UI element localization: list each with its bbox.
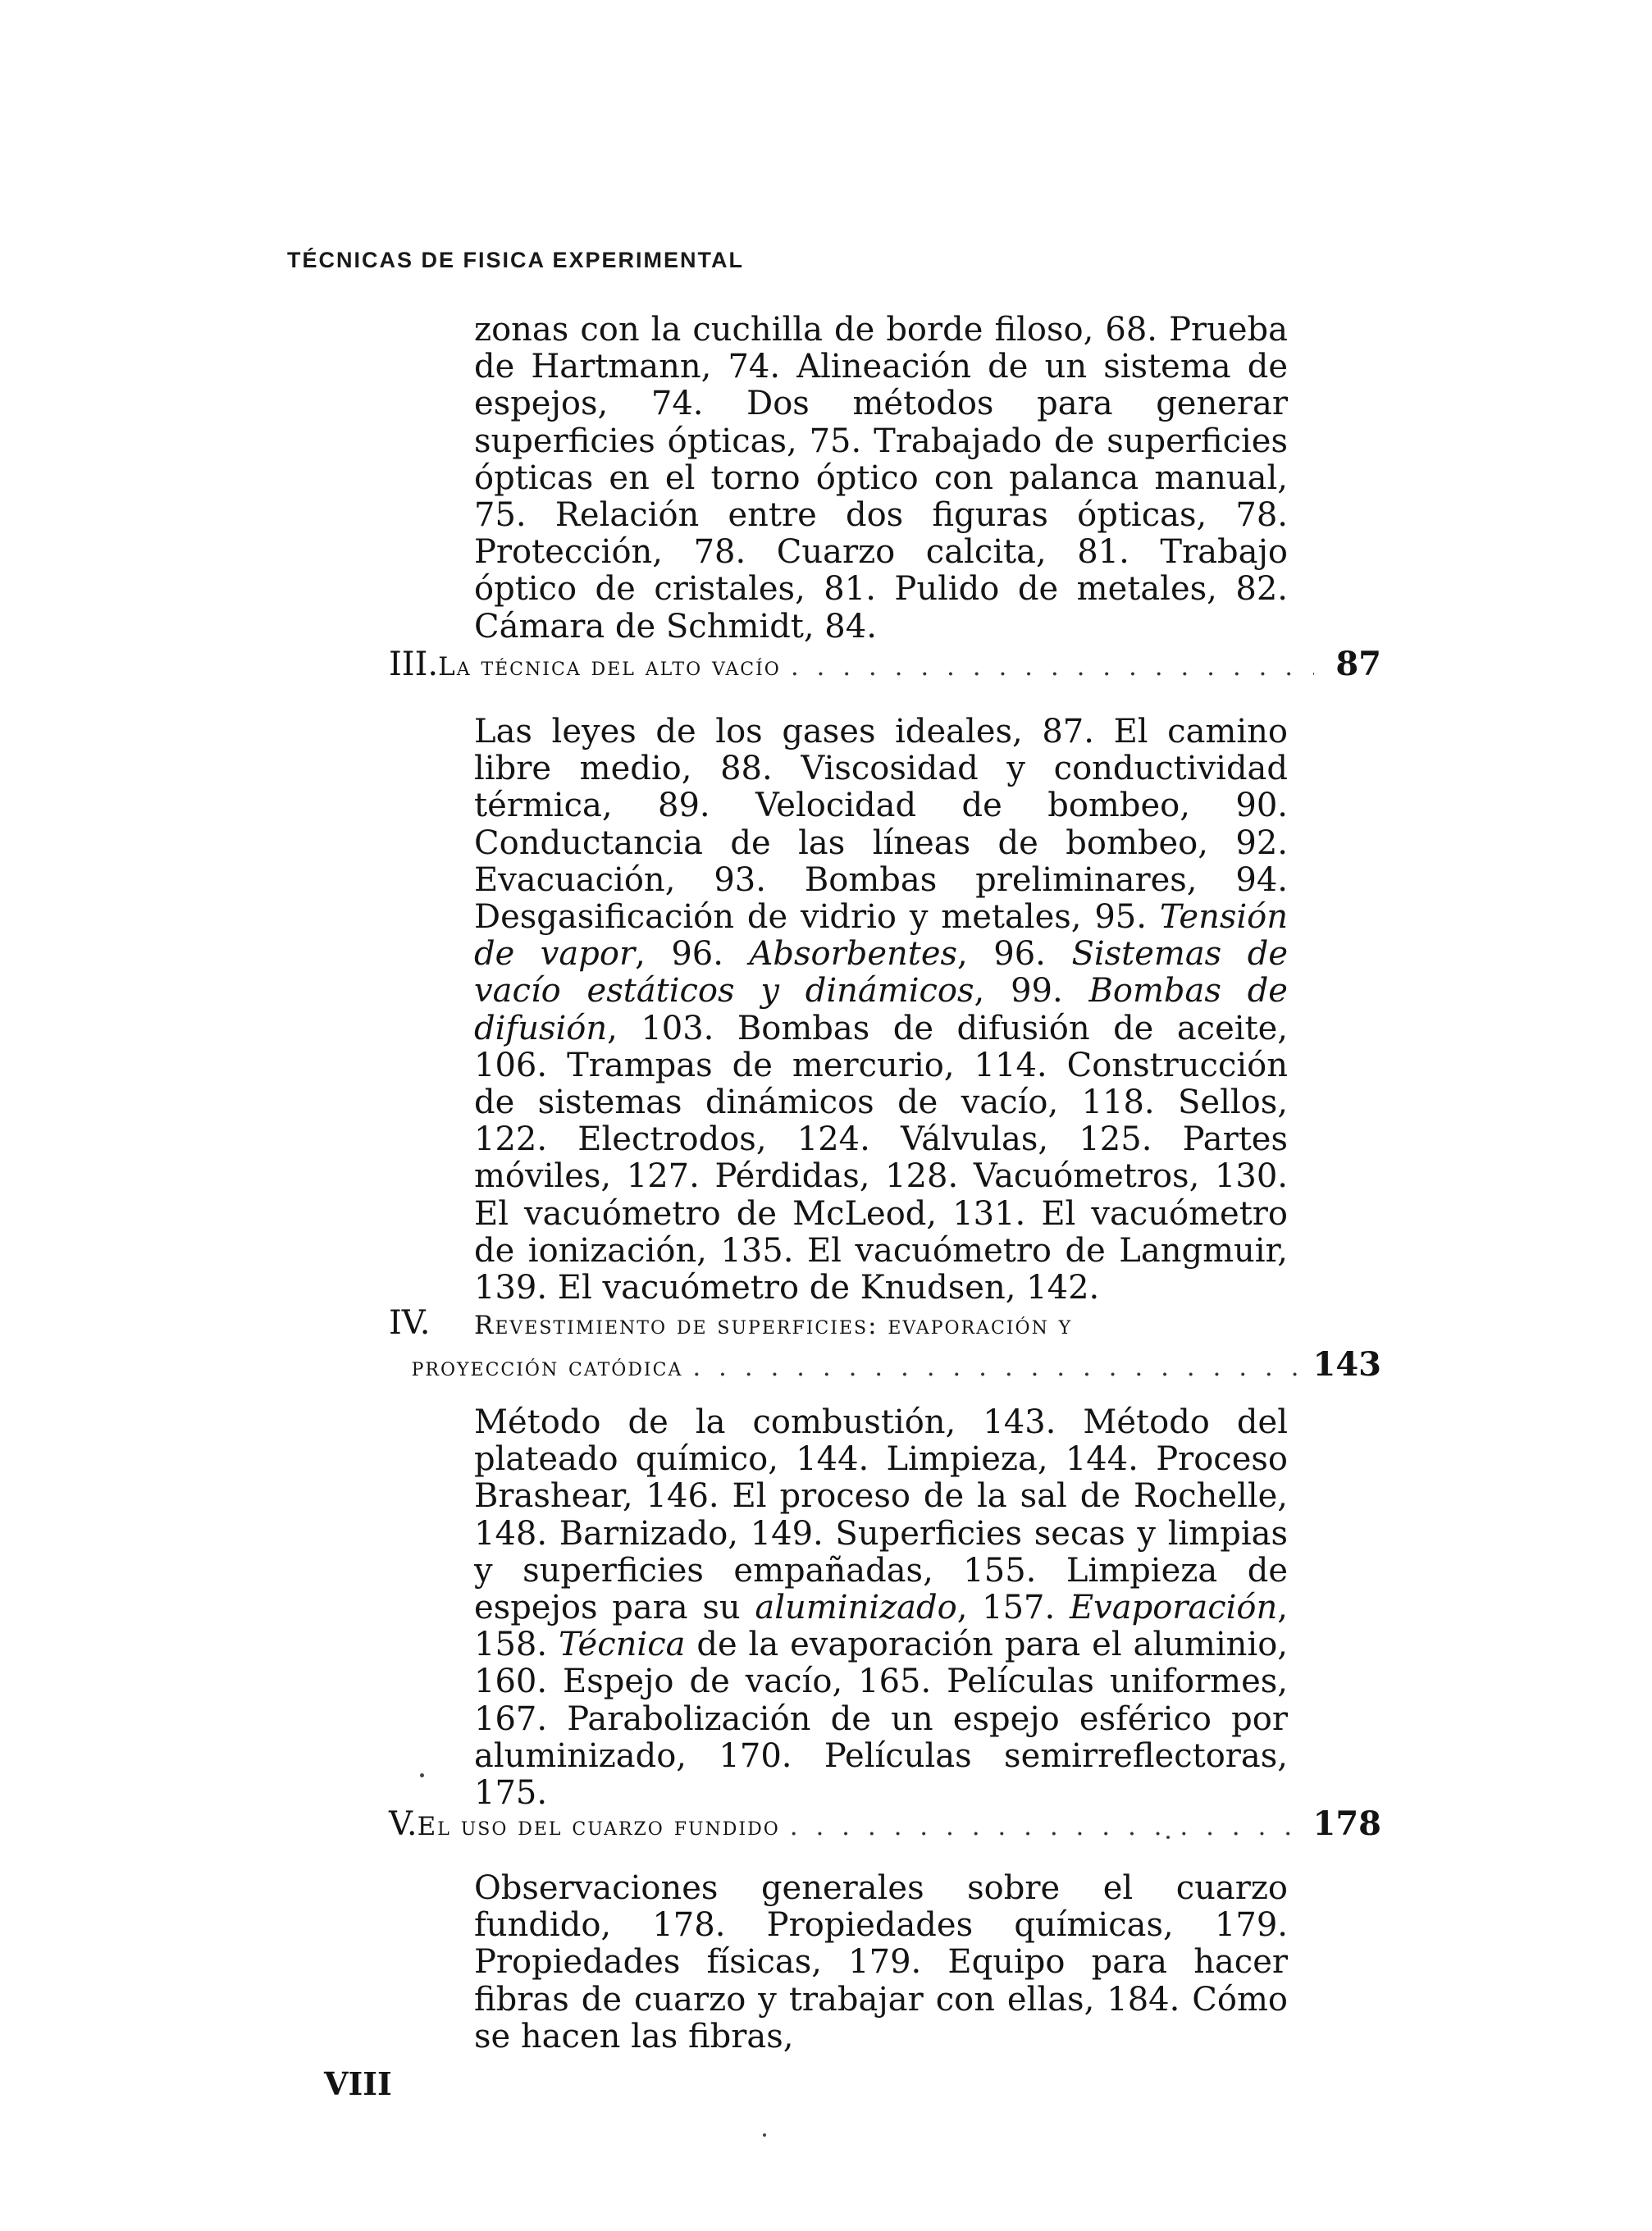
scan-speck: [1166, 1836, 1170, 1839]
dot-leader: [692, 1353, 1303, 1382]
chapter-number: IV.: [389, 1304, 431, 1342]
chapter-number: III.: [389, 646, 439, 683]
dot-leader: [790, 1812, 1303, 1841]
page-folio: VIII: [324, 2065, 392, 2102]
chapter-page-number: 87: [1335, 645, 1381, 683]
chapter-title-line-2: proyección catódica: [411, 1353, 683, 1382]
running-head: TÉCNICAS DE FISICA EXPERIMENTAL: [287, 248, 745, 272]
chapter-title: El uso del cuarzo fundido: [417, 1812, 780, 1841]
chapter-page-number: 178: [1312, 1804, 1381, 1843]
dot-leader: [791, 652, 1314, 682]
chapter-2-summary-continuation: zonas con la cuchilla de borde filoso, 68. Prueba de Hartmann, 74. Alineación de un sistema de espejos, 74. Dos métodos para generar superficies ópticas, 75. Trabajado de superficies ópticas en el torno óptico con palanca manual, 75. Relación entre dos figuras ópticas, 78. Protección, 78. Cuarzo calcita, 81. Trabajo óptico de cristales, 81. Pulido de metales, 82. Cámara de Schmidt, 84.: [474, 311, 1288, 646]
chapter-4-summary: Método de la combustión, 143. Método del plateado químico, 144. Limpieza, 144. Proceso Brashear, 146. El proceso de la sal de Rochelle, 148. Barnizado, 149. Superficies secas y limpias y superficies empañadas, 155. Limpieza de espejos para su aluminizado, 157. Evaporación, 158. Técnica de la evaporación para el aluminio, 160. Espejo de vacío, 165. Películas uniformes, 167. Parabolización de un espejo esférico por aluminizado, 170. Películas semirreflectoras, 175.: [474, 1403, 1288, 1813]
chapter-3-summary: Las leyes de los gases ideales, 87. El camino libre medio, 88. Viscosidad y conductividad térmica, 89. Velocidad de bombeo, 90. Conductancia de las líneas de bombeo, 92. Evacuación, 93. Bombas preliminares, 94. Desgasificación de vidrio y metales, 95. Tensión de vapor, 96. Absorbentes, 96. Sistemas de vacío estáticos y dinámicos, 99. Bombas de difusión, 103. Bombas de difusión de aceite, 106. Trampas de mercurio, 114. Construcción de sistemas dinámicos de vacío, 118. Sellos, 122. Electrodos, 124. Válvulas, 125. Partes móviles, 127. Pérdidas, 128. Vacuómetros, 130. El vacuómetro de McLeod, 131. El vacuómetro de ionización, 135. El vacuómetro de Langmuir, 139. El vacuómetro de Knudsen, 142.: [474, 713, 1289, 1307]
toc-entry-chapter-3[interactable]: [389, 645, 1381, 683]
chapter-page-number: 143: [1312, 1345, 1381, 1384]
scan-speck: [763, 2133, 766, 2137]
chapter-title: La técnica del alto vacío: [438, 652, 781, 682]
scan-speck: [420, 1773, 424, 1777]
toc-entry-chapter-4[interactable]: [389, 1304, 1381, 1384]
chapter-number: V.: [389, 1805, 418, 1843]
chapter-5-summary: Observaciones generales sobre el cuarzo fundido, 178. Propiedades químicas, 179. Propiedades físicas, 179. Equipo para hacer fibras de cuarzo y trabajar con ellas, 184. Cómo se hacen las fibras,: [474, 1869, 1288, 2055]
toc-entry-chapter-5[interactable]: [389, 1804, 1381, 1843]
chapter-title-line-1: Revestimiento de superficies: evaporación y: [474, 1311, 1073, 1340]
